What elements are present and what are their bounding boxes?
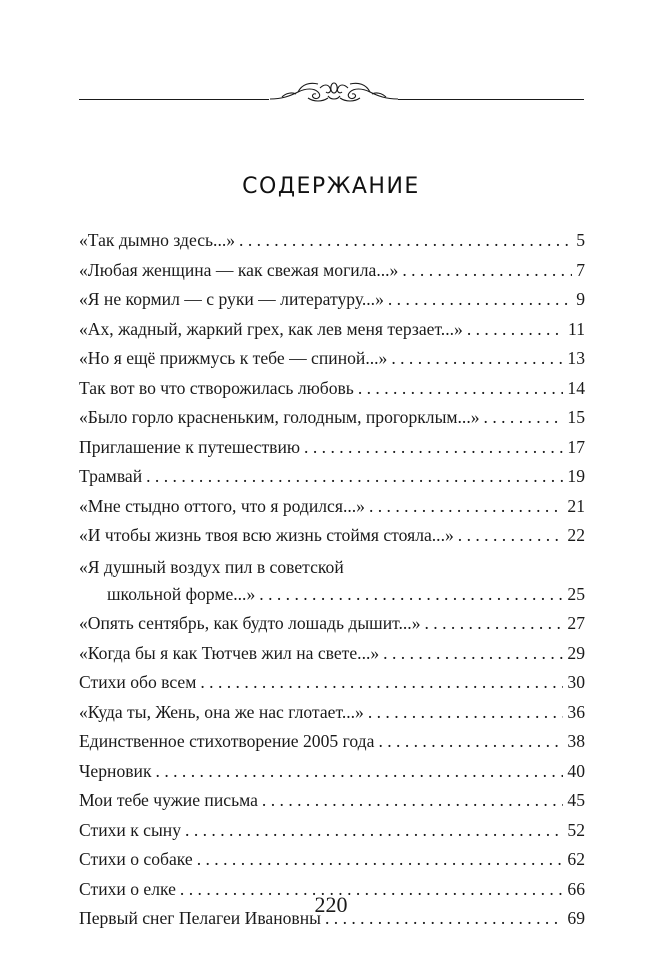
toc-leader-dots xyxy=(239,226,572,256)
toc-leader-dots xyxy=(185,816,563,846)
toc-entry xyxy=(79,816,585,846)
toc-leader-dots xyxy=(378,727,563,757)
toc-entry-title: «Ах, жадный, жаркий грех, как лев меня терзает...» xyxy=(79,318,463,339)
toc-entry-title: «Любая женщина — как свежая могила...» xyxy=(79,259,399,280)
toc-entry xyxy=(79,462,585,492)
toc-entry-title: Стихи о собаке xyxy=(79,849,193,869)
toc-entry-page: 69 xyxy=(567,908,585,928)
page-title: СОДЕРЖАНИЕ xyxy=(242,174,420,199)
table-of-contents xyxy=(79,226,585,934)
toc-entry-page: 52 xyxy=(567,819,585,840)
toc-leader-dots xyxy=(484,403,564,433)
toc-leader-dots xyxy=(358,374,564,404)
toc-entry-title: «Я не кормил — с руки — литературу...» xyxy=(79,289,384,309)
toc-entry xyxy=(79,374,585,404)
toc-entry xyxy=(79,492,585,522)
toc-leader-dots xyxy=(200,668,563,698)
toc-entry-title: Стихи о елке xyxy=(79,878,176,899)
toc-leader-dots xyxy=(368,698,564,728)
toc-entry-title: «Так дымно здесь...» xyxy=(79,230,236,250)
toc-entry-page: 21 xyxy=(567,495,585,516)
toc-entry-page: 7 xyxy=(576,259,585,280)
toc-leader-dots xyxy=(402,256,572,286)
toc-entry-page: 11 xyxy=(568,318,585,339)
header-rule-left xyxy=(79,99,269,100)
toc-entry-title-continued: школьной форме...» xyxy=(107,583,256,604)
toc-leader-dots xyxy=(304,433,563,463)
toc-entry-title: «Опять сентябрь, как будто лошадь дышит...» xyxy=(79,613,421,633)
toc-entry-page: 14 xyxy=(567,377,585,398)
toc-entry-page: 22 xyxy=(567,525,585,545)
toc-entry-page: 9 xyxy=(576,289,585,309)
toc-entry xyxy=(79,315,585,345)
toc-entry-title: Первый снег Пелагеи Ивановны xyxy=(79,908,321,928)
toc-entry-page: 30 xyxy=(567,672,585,692)
toc-entry-title: Единственное стихотворение 2005 года xyxy=(79,731,375,751)
toc-leader-dots xyxy=(425,609,564,639)
toc-entry xyxy=(79,698,585,728)
toc-entry-page: 38 xyxy=(567,731,585,751)
toc-entry xyxy=(79,639,585,669)
toc-leader-dots xyxy=(383,639,563,669)
toc-entry-page: 19 xyxy=(567,466,585,486)
toc-entry xyxy=(79,727,585,757)
toc-entry xyxy=(79,786,585,816)
toc-entry-title: Приглашение к путешествию xyxy=(79,436,301,457)
toc-leader-dots xyxy=(388,285,572,315)
toc-leader-dots xyxy=(146,462,563,492)
toc-leader-dots xyxy=(197,845,564,875)
toc-entry-line-one xyxy=(79,555,585,580)
toc-entry-title: Стихи обо всем xyxy=(79,672,197,692)
toc-entry-title: Черновик xyxy=(79,760,152,781)
toc-leader-dots xyxy=(259,580,563,610)
toc-leader-dots xyxy=(262,786,563,816)
toc-entry-title: Мои тебе чужие письма xyxy=(79,790,258,810)
toc-entry-title: Трамвай xyxy=(79,466,143,486)
toc-leader-dots xyxy=(458,521,564,551)
toc-entry-page: 66 xyxy=(567,878,585,899)
toc-entry-page: 13 xyxy=(567,348,585,368)
toc-entry-page: 5 xyxy=(576,230,585,250)
toc-entry xyxy=(79,256,585,286)
toc-entry-page: 62 xyxy=(567,849,585,869)
toc-entry-page: 36 xyxy=(567,701,585,722)
toc-entry-title: «И чтобы жизнь твоя всю жизнь стоймя стояла...» xyxy=(79,525,454,545)
toc-entry-title: «Я душный воздух пил в советской xyxy=(79,556,344,577)
toc-entry-title: «Куда ты, Жень, она же нас глотает...» xyxy=(79,701,364,722)
toc-leader-dots xyxy=(391,344,563,374)
toc-entry xyxy=(79,285,585,315)
header-rule-right xyxy=(398,99,584,100)
toc-entry-page: 45 xyxy=(567,790,585,810)
toc-entry xyxy=(79,757,585,787)
toc-entry-title: «Когда бы я как Тютчев жил на свете...» xyxy=(79,642,380,663)
toc-entry xyxy=(79,433,585,463)
toc-entry-page: 29 xyxy=(567,642,585,663)
toc-entry xyxy=(79,845,585,875)
toc-entry-page: 25 xyxy=(567,583,585,604)
toc-entry-page: 27 xyxy=(567,613,585,633)
toc-leader-dots xyxy=(369,492,563,522)
toc-entry-title: «Было горло красненьким, голодным, прогорклым...» xyxy=(79,407,480,427)
toc-leader-dots xyxy=(156,757,564,787)
toc-entry xyxy=(79,226,585,256)
toc-leader-dots xyxy=(467,315,564,345)
toc-entry xyxy=(79,521,585,551)
toc-entry-page: 40 xyxy=(567,760,585,781)
toc-entry-title: «Но я ещё прижмусь к тебе — спиной...» xyxy=(79,348,388,368)
toc-entry xyxy=(79,609,585,639)
toc-entry xyxy=(79,403,585,433)
toc-entry-page: 15 xyxy=(567,407,585,427)
flourish-ornament-icon xyxy=(268,74,400,108)
toc-entry-title: Стихи к сыну xyxy=(79,819,182,840)
toc-entry xyxy=(79,344,585,374)
toc-entry-page: 17 xyxy=(567,436,585,457)
toc-entry-title: «Мне стыдно оттого, что я родился...» xyxy=(79,495,365,516)
page-number: 220 xyxy=(314,892,348,917)
toc-entry-title: Так вот во что створожилась любовь xyxy=(79,377,354,398)
toc-entry xyxy=(79,668,585,698)
toc-entry xyxy=(79,580,585,610)
